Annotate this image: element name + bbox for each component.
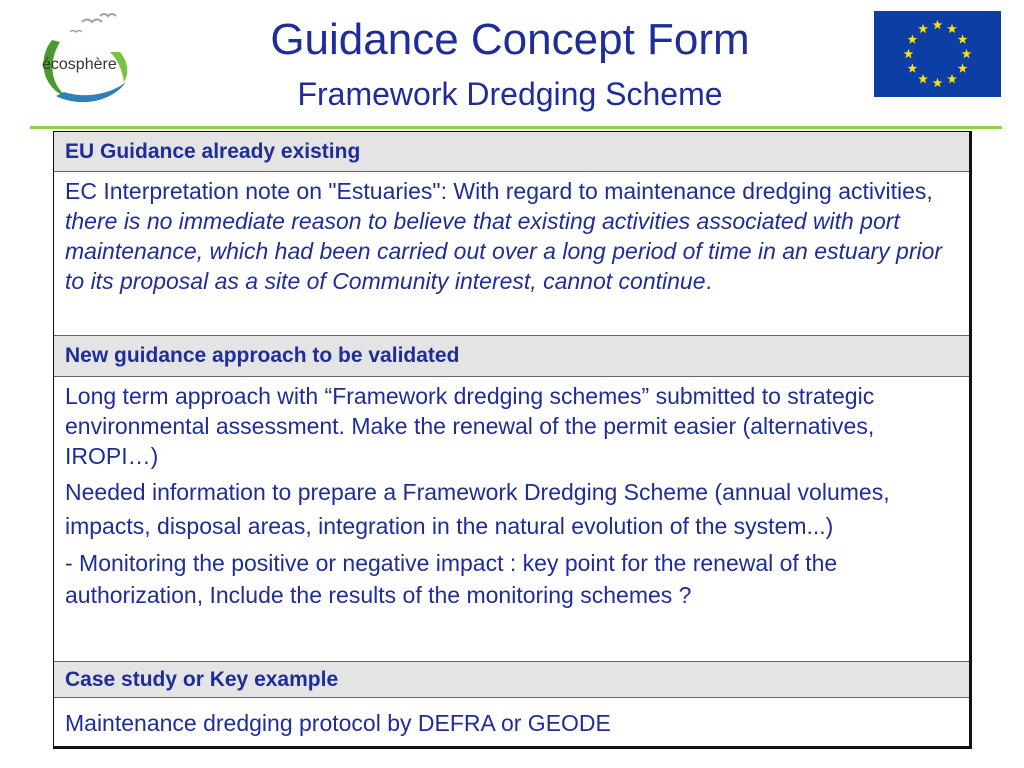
case-study-heading: Case study or Key example <box>65 667 339 691</box>
eu-guidance-text-plain: EC Interpretation note on "Estuaries": With regard to maintenance dredging activities, <box>65 178 933 204</box>
ecosphere-logo <box>30 12 138 106</box>
guidance-table <box>53 131 972 749</box>
eu-guidance-text-italic: there is no immediate reason to believe that existing activities associated with port maintenance, which had been carried out over a long period of time in an estuary prior to its proposal as a site of Community interest, cannot continue <box>65 208 943 294</box>
eu-flag <box>874 11 1001 97</box>
case-study-text: Maintenance dredging protocol by DEFRA or GEODE <box>65 710 611 736</box>
eu-guidance-body <box>54 172 969 336</box>
case-study-body <box>54 698 969 747</box>
eu-guidance-heading: EU Guidance already existing <box>65 139 361 163</box>
eu-guidance-text-end: . <box>705 268 712 294</box>
page-subtitle: Framework Dredging Scheme <box>297 76 723 112</box>
new-guidance-para-3: - Monitoring the positive or negative impact : key point for the renewal of the authorization, Include the results of the monitoring schemes ? <box>65 550 838 608</box>
new-guidance-para-1: Long term approach with “Framework dredging schemes” submitted to strategic environmental assessment. Make the renewal of the permit easier (alternatives, IROPI…) <box>65 383 875 469</box>
page-title: Guidance Concept Form <box>270 15 750 64</box>
new-guidance-para-2: Needed information to prepare a Framework Dredging Scheme (annual volumes, impacts, disposal areas, integration in the natural evolution of the system...) <box>65 479 890 539</box>
green-divider <box>30 126 1002 129</box>
case-study-header <box>54 662 969 698</box>
eu-guidance-header <box>54 132 969 172</box>
logo-wordmark: écosphère <box>42 56 117 73</box>
new-guidance-body <box>54 377 969 662</box>
new-guidance-heading: New guidance approach to be validated <box>65 344 460 367</box>
eu-guidance-text <box>65 176 958 296</box>
new-guidance-header <box>54 336 969 377</box>
